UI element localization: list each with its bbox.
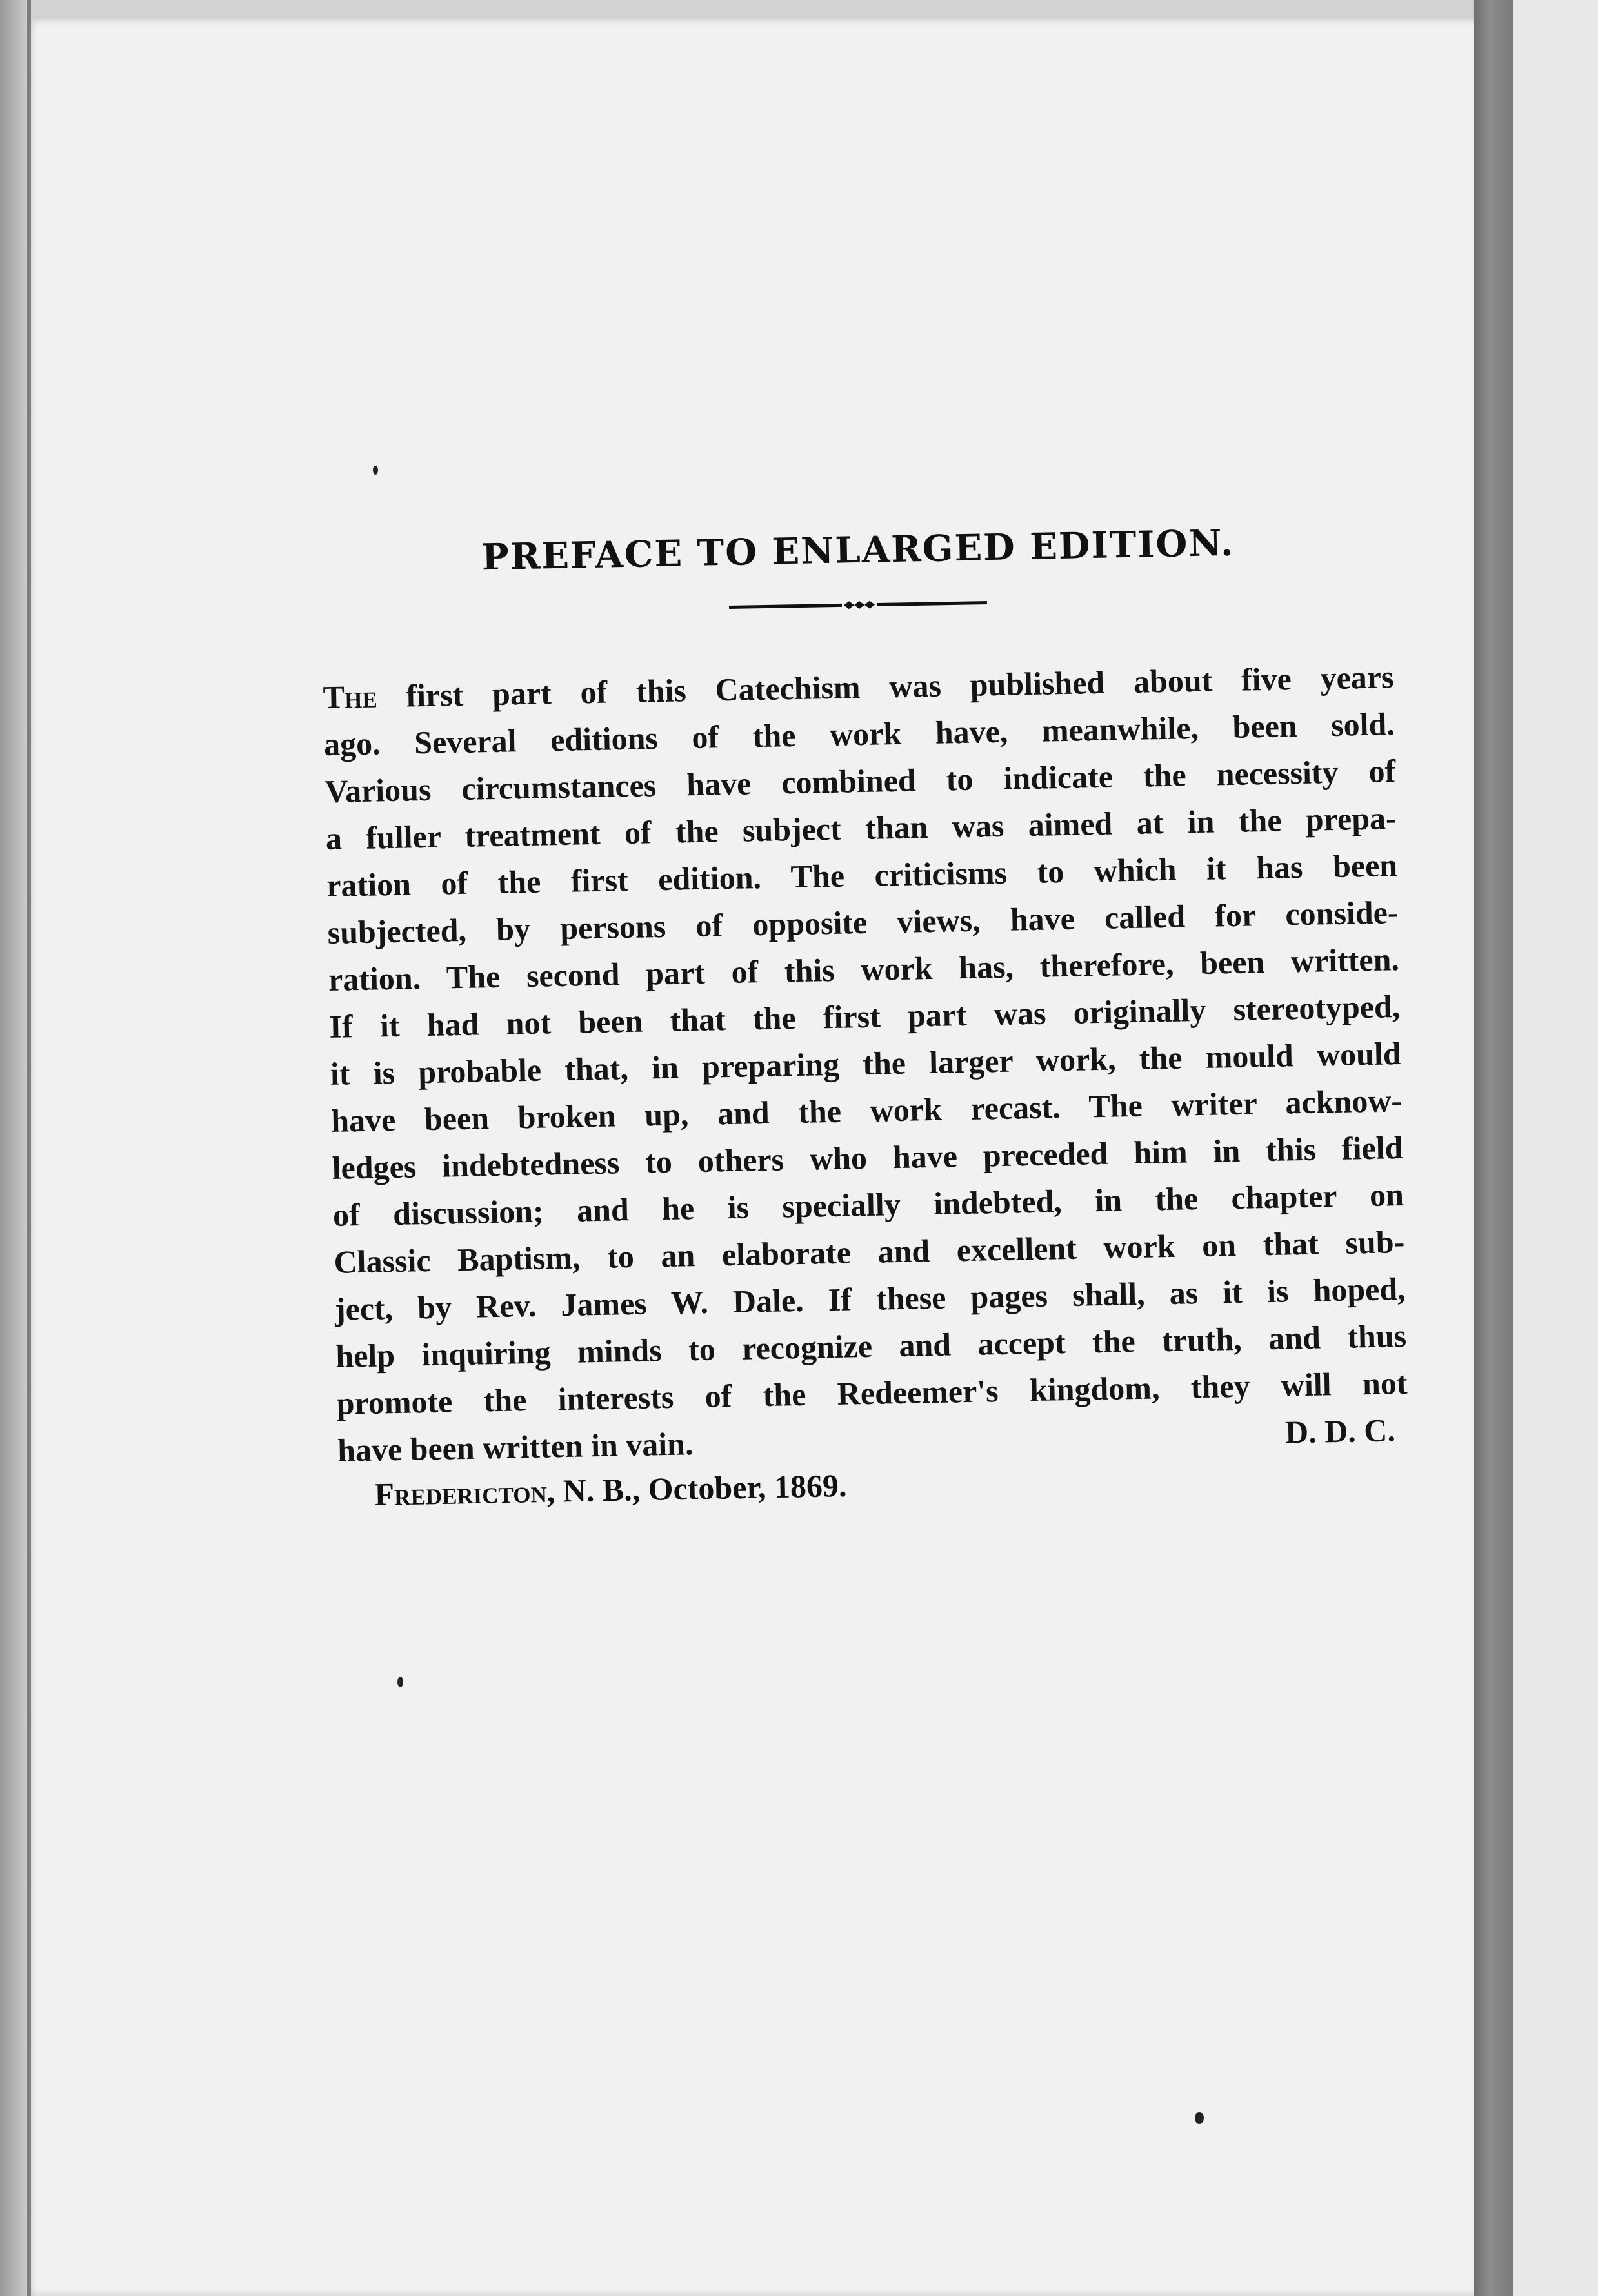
text-line: help inquiring minds to recognize and accept the truth, and thus — [335, 1317, 1407, 1374]
preface-paragraph — [323, 653, 1409, 1474]
left-page-shadow — [0, 0, 26, 2296]
text-line: ration of the first edition. The criticisms to which it has been — [326, 847, 1398, 904]
text-line: a fuller treatment of the subject than was aimed at in the prepa- — [325, 800, 1397, 856]
text-line: Various circumstances have combined to indicate the necessity of — [324, 753, 1396, 809]
page-title: PREFACE TO ENLARGED EDITION. — [481, 521, 1235, 579]
place-name: Fredericton — [374, 1472, 548, 1512]
text-line: have been broken up, and the work recast. The writer acknow- — [330, 1082, 1403, 1139]
text-line: subjected, by persons of opposite views, have called for conside- — [327, 894, 1399, 951]
ink-speck — [373, 466, 378, 475]
text-line: ject, by Rev. James W. Dale. If these pages shall, as it is hoped, — [334, 1270, 1406, 1327]
ink-speck — [1195, 2112, 1204, 2124]
author-signature: D. D. C. — [1284, 1412, 1396, 1450]
text-line: ago. Several editions of the work have, meanwhile, been sold. — [323, 706, 1395, 762]
text-line: of discussion; and he is specially indebted, in the chapter on — [332, 1176, 1404, 1233]
text-line: The first part of this Catechism was published about five years — [323, 658, 1394, 715]
adjacent-page — [1513, 0, 1598, 2296]
text-line: ration. The second part of this work has, therefore, been written. — [328, 941, 1400, 998]
lead-word: The — [323, 678, 378, 715]
title-rule-ornament — [729, 595, 987, 615]
book-binding-edge — [1474, 0, 1513, 2296]
page-edge — [27, 0, 31, 2296]
preface-content — [323, 521, 1408, 1513]
date-text: , N. B., October, 1869. — [546, 1467, 847, 1509]
ink-speck — [397, 1677, 403, 1687]
text-line: have been written in vain. D. D. C. — [337, 1407, 1408, 1474]
text-line: Classic Baptism, to an elaborate and excellent work on that sub- — [333, 1223, 1405, 1280]
text-line: promote the interests of the Redeemer's kingdom, they will not — [336, 1364, 1408, 1421]
text-line: ledges indebtedness to others who have preceded him in this field — [332, 1129, 1403, 1186]
text-line: If it had not been that the first part was originally stereotyped, — [328, 988, 1401, 1045]
text-line: it is probable that, in preparing the larger work, the mould would — [330, 1035, 1402, 1092]
